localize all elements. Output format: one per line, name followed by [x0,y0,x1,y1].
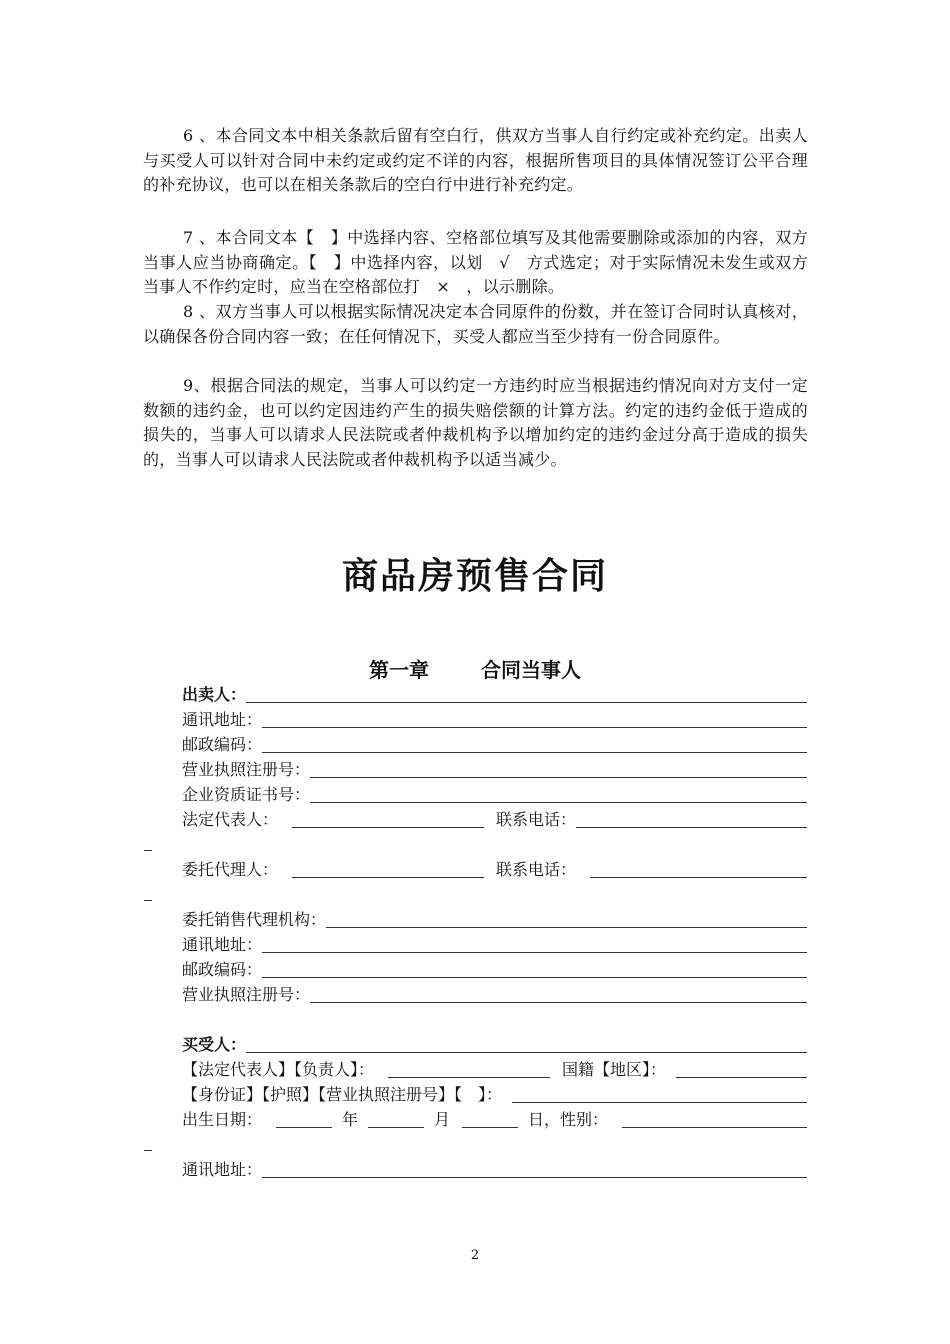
buyer-name-field[interactable] [246,1051,807,1053]
birth-day-field[interactable] [462,1126,518,1128]
note-6: 6 、本合同文本中相关条款后留有空白行，供双方当事人自行约定或补充约定。出卖人与买受人可以针对合同中未约定或约定不详的内容，根据所售项目的具体情况签订公平合理的补充协议，也可以在相关条款后的空白行中进行补充约定。 [143,126,808,194]
seller-license-label: 营业执照注册号： [182,760,311,779]
seller-legal-rep-row [182,807,807,831]
seller-license-row [182,757,807,781]
phone-label: 联系电话： [496,810,577,829]
sales-agency-row [182,907,807,931]
agency-license-field[interactable] [310,1001,807,1003]
margin-dash [144,1150,152,1151]
agency-address-label: 通讯地址： [182,935,263,954]
chapter-number: 第一章 [369,658,429,682]
agent-label: 委托代理人： [182,860,279,879]
buyer-id-row [182,1082,807,1106]
seller-name-field[interactable] [246,701,807,703]
sales-agency-label: 委托销售代理机构： [182,910,327,929]
buyer-address-row [182,1157,807,1181]
buyer-id-field[interactable] [512,1101,807,1103]
seller-postcode-field[interactable] [262,751,807,753]
agency-address-row [182,932,807,956]
seller-postcode-label: 邮政编码： [182,735,263,754]
agency-license-row [182,982,807,1006]
buyer-row [182,1032,807,1056]
agency-address-field[interactable] [262,951,807,953]
buyer-label: 买受人： [182,1035,247,1054]
seller-agent-row [182,857,807,881]
legal-rep-field[interactable] [292,826,484,828]
buyer-rep-label: 【法定代表人】【负责人】： [182,1060,375,1079]
chapter-name: 合同当事人 [481,658,581,682]
buyer-birth-row [182,1107,807,1131]
buyer-address-field[interactable] [262,1176,807,1178]
legal-rep-label: 法定代表人： [182,810,279,829]
seller-address-field[interactable] [262,726,807,728]
chapter-heading [0,654,950,683]
agent-phone-label: 联系电话： [496,860,577,879]
birth-month-field[interactable] [368,1126,424,1128]
day-gender-label: 日，性别： [528,1110,609,1129]
agency-postcode-field[interactable] [262,976,807,978]
margin-dash [144,850,152,851]
legal-rep-phone-field[interactable] [576,826,807,828]
agency-postcode-label: 邮政编码： [182,960,263,979]
margin-dash [144,900,152,901]
birth-label: 出生日期： [182,1110,263,1129]
buyer-rep-row [182,1057,807,1081]
year-label: 年 [342,1110,359,1129]
seller-qualification-field[interactable] [310,801,807,803]
page-number: 2 [470,1248,480,1263]
seller-address-row [182,707,807,731]
note-9: 9、根据合同法的规定，当事人可以约定一方违约时应当根据违约情况向对方支付一定数额的违约金，也可以约定因违约产生的损失赔偿额的计算方法。约定的违约金低于造成的损失的，当事人可以请求人民法院或者仲裁机构予以增加约定的违约金过分高于造成的损失的，当事人可以请求人民法院或者仲裁机构予以适当减少。 [143,376,808,469]
nationality-field[interactable] [676,1076,807,1078]
month-label: 月 [434,1110,451,1129]
agent-phone-field[interactable] [590,876,807,878]
seller-qualification-row [182,782,807,806]
agent-field[interactable] [292,876,484,878]
note-8: 8 、双方当事人可以根据实际情况决定本合同原件的份数，并在签订合同时认真核对，以确保各份合同内容一致；在任何情况下，买受人都应当至少持有一份合同原件。 [143,302,808,346]
contract-title: 商品房预售合同 [341,556,608,597]
nationality-label: 国籍【地区】： [562,1060,667,1079]
note-7: 7 、本合同文本【 】中选择内容、空格部位填写及其他需要删除或添加的内容，双方当事人应当协商确定。【 】中选择内容，以划 √ 方式选定；对于实际情况未发生或双方当事人不作约定时，应当在空格部位打 × ，以示删除。 [143,228,808,296]
seller-address-label: 通讯地址： [182,710,263,729]
buyer-address-label: 通讯地址： [182,1160,263,1179]
seller-row [182,682,807,706]
birth-year-field[interactable] [276,1126,332,1128]
seller-label: 出卖人： [182,685,247,704]
seller-license-field[interactable] [310,776,807,778]
agency-license-label: 营业执照注册号： [182,985,311,1004]
gender-field[interactable] [622,1126,807,1128]
agency-postcode-row [182,957,807,981]
buyer-id-label: 【身份证】【护照】【营业执照注册号】【 】： [182,1085,503,1104]
buyer-rep-field[interactable] [388,1076,550,1078]
seller-postcode-row [182,732,807,756]
seller-qualification-label: 企业资质证书号： [182,785,311,804]
sales-agency-field[interactable] [326,926,807,928]
